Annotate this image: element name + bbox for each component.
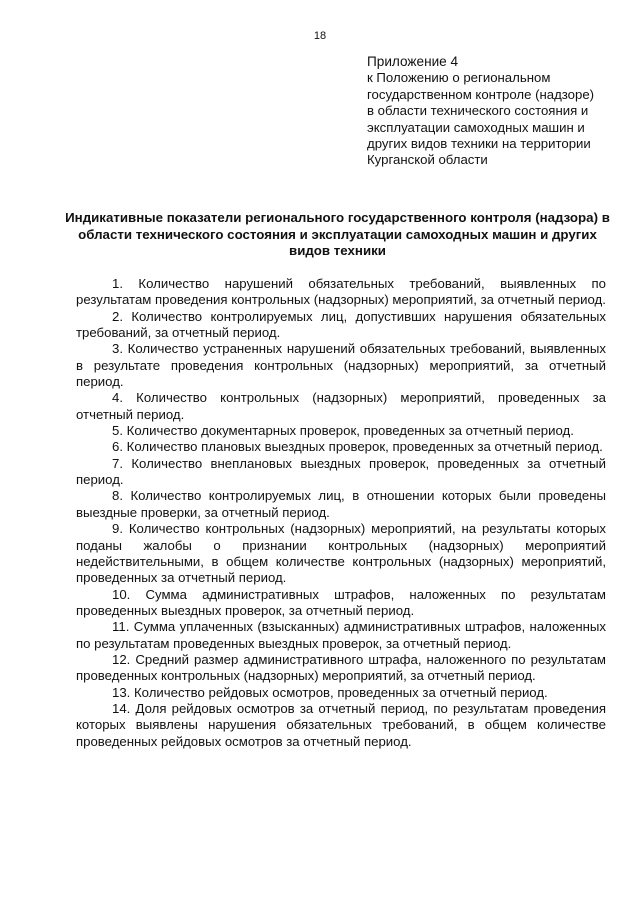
indicator-item: 8. Количество контролируемых лиц, в отношении которых были проведены выездные проверки, за отчетный период. — [76, 488, 606, 520]
indicator-item: 5. Количество документарных проверок, проведенных за отчетный период. — [112, 423, 574, 439]
indicator-item: 13. Количество рейдовых осмотров, проведенных за отчетный период. — [112, 684, 548, 700]
appendix-line: к Положению о региональном — [367, 70, 551, 86]
indicator-item: 12. Средний размер административного штрафа, наложенного по результатам проведенных контрольных (надзорных) мероприятий, за отчетный период. — [76, 651, 606, 684]
appendix-line: в области технического состояния и — [367, 103, 589, 119]
page-number: 18 — [313, 30, 327, 42]
appendix-header — [367, 54, 617, 169]
appendix-heading: Приложение 4 — [367, 54, 459, 69]
indicator-item: 7. Количество внеплановых выездных проверок, проведенных за отчетный период. — [76, 455, 606, 488]
indicator-item: 4. Количество контрольных (надзорных) мероприятий, проведенных за отчетный период. — [76, 390, 606, 422]
indicator-item: 9. Количество контрольных (надзорных) мероприятий, на результаты которых поданы жалобы о признании контрольных (надзорных) мероприятий недействительными, в общем количестве контрольных (надзорных) мероприятий, проведенных за отчетный период. — [76, 521, 606, 586]
indicator-item: 11. Сумма уплаченных (взысканных) административных штрафов, наложенных по результатам проведенных выездных проверок, за отчетный период. — [76, 619, 606, 651]
indicator-item: 2. Количество контролируемых лиц, допустивших нарушения обязательных требований, за отчетный период. — [76, 308, 606, 341]
indicator-item: 14. Доля рейдовых осмотров за отчетный период, по результатам проведения которых выявлены нарушения обязательных требований, в общем количестве проведенных рейдовых осмотров за отчетный период. — [76, 700, 606, 749]
appendix-line: Курганской области — [367, 152, 488, 168]
appendix-line: государственном контроле (надзоре) — [367, 86, 595, 102]
indicator-item: 6. Количество плановых выездных проверок, проведенных за отчетный период. — [112, 439, 603, 455]
indicator-item: 3. Количество устраненных нарушений обязательных требований, выявленных в результате проведения контрольных (надзорных) мероприятий, за отчетный период. — [76, 341, 606, 390]
document-title: Индикативные показатели регионального государственного контроля (надзора) в области технического состояния и эксплуатации самоходных машин и других видов техники — [65, 210, 610, 259]
indicator-list — [76, 276, 606, 750]
indicator-item: 1. Количество нарушений обязательных требований, выявленных по результатам проведения контрольных (надзорных) мероприятий, за отчетный период. — [76, 276, 606, 308]
appendix-line: эксплуатации самоходных машин и — [367, 119, 585, 135]
appendix-line: других видов техники на территории — [367, 136, 591, 152]
indicator-item: 10. Сумма административных штрафов, наложенных по результатам проведенных выездных проверок, за отчетный период. — [76, 586, 606, 618]
